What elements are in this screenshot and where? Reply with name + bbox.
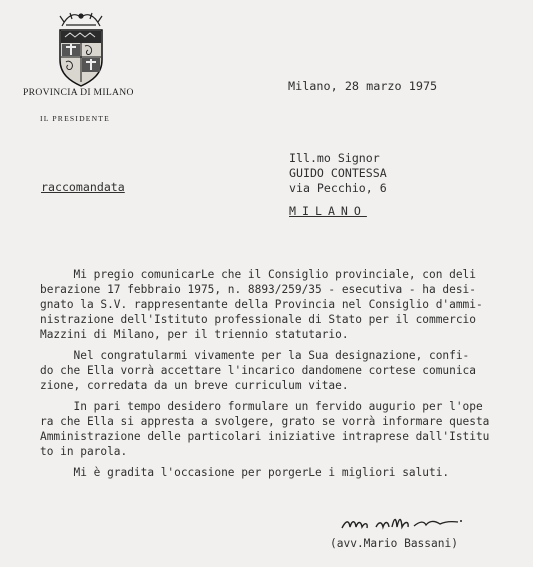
text-line: ra che Ella si appresta a svolgere, grato se vorrà informare questa	[40, 415, 490, 428]
org-role: IL PRESIDENTE	[40, 114, 110, 123]
text-line: Nel congratularmi vivamente per la Sua designazione, confi-	[40, 349, 470, 362]
text-line: berazione 17 febbraio 1975, n. 8893/259/35 - esecutiva - ha desi-	[40, 283, 476, 296]
letter-body	[40, 267, 515, 486]
text-line: zione, corredata da un breve curriculum vitae.	[40, 379, 349, 392]
paragraph	[40, 348, 515, 393]
crown	[60, 13, 102, 26]
recipient-city: MILANO	[289, 204, 367, 218]
paragraph	[40, 267, 515, 342]
text-line: do che Ella vorrà accettare l'incarico dandomene cortese comunica	[40, 364, 476, 377]
org-name: PROVINCIA DI MILANO	[23, 87, 134, 98]
paragraph	[40, 399, 515, 459]
text-line: In pari tempo desidero formulare un fervido augurio per l'ope	[40, 400, 483, 413]
registered-mail-label: raccomandata	[41, 180, 125, 194]
text-line: Amministrazione delle particolari iniziative intraprese dall'Istitu	[40, 430, 490, 443]
text-line: Mi è gradita l'occasione per porgerLe i migliori saluti.	[40, 466, 450, 479]
provincia-di-milano-coat-of-arms-icon	[52, 10, 110, 88]
recipient-salutation: Ill.mo Signor	[289, 151, 380, 165]
signer-name: (avv.Mario Bassani)	[330, 537, 458, 550]
handwritten-signature	[340, 512, 470, 534]
text-line: gnato la S.V. rappresentante della Provincia nel Consiglio d'ammi-	[40, 298, 483, 311]
recipient-street: via Pecchio, 6	[289, 181, 387, 195]
paragraph	[40, 465, 515, 480]
text-line: to in parola.	[40, 445, 128, 458]
text-line: Mazzini di Milano, per il triennio statutario.	[40, 328, 349, 341]
text-line: Mi pregio comunicarLe che il Consiglio provinciale, con deli	[40, 268, 476, 281]
recipient-name: GUIDO CONTESSA	[289, 166, 387, 180]
recipient-address	[289, 151, 387, 219]
text-line: nistrazione dell'Istituto professionale di Stato per il commercio	[40, 313, 476, 326]
date-line: Milano, 28 marzo 1975	[288, 79, 438, 93]
